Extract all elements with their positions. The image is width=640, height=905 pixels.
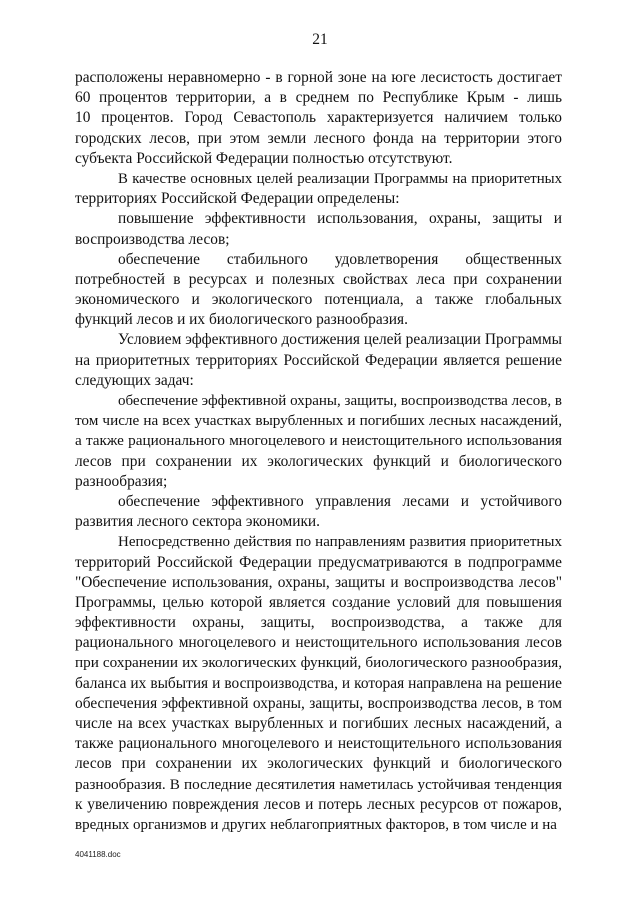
text-line: Непосредственно действия по направлениям развития приоритетных	[118, 534, 562, 551]
text-line: разнообразия. В последние десятилетия наметилась устойчивая тенденция	[75, 775, 562, 793]
text-line: обеспечение эффективной охраны, защиты, воспроизводства лесов, в	[118, 393, 562, 409]
footer-file-name: 4041188.doc	[75, 850, 121, 859]
text-line: баланса их выбытия и воспроизводства, и которая направлена на решение	[75, 674, 562, 692]
text-line: обеспечение стабильного удовлетворения общественных	[118, 250, 562, 268]
text-line: лесов при сохранении их экологических функций и биологического	[75, 755, 562, 773]
text-line: на приоритетных территориях Российской Федерации является решение	[75, 351, 562, 369]
text-line: В качестве основных целей реализации Программы на приоритетных	[118, 170, 562, 187]
text-line: городских лесов, при этом земли лесного фонда на территории этого	[75, 129, 562, 147]
text-line: к увеличению повреждения лесов и потерь лесных ресурсов от пожаров,	[75, 795, 562, 813]
text-line: "Обеспечение использования, охраны, защиты и воспроизводства лесов"	[75, 573, 562, 591]
text-line: расположены неравномерно - в горной зоне на юге лесистость достигает	[75, 69, 562, 86]
paragraph	[75, 330, 562, 391]
text-line: обеспечение эффективного управления лесами и устойчивого	[118, 492, 562, 510]
text-line: территорий Российской Федерации предусматриваются в подпрограмме	[75, 553, 562, 571]
text-line: субъекта Российской Федерации полностью отсутствуют.	[75, 149, 453, 167]
text-line: Условием эффективного достижения целей реализации Программы	[118, 331, 562, 349]
text-line: потребностей в ресурсах и полезных свойствах леса при сохранении	[75, 270, 562, 288]
paragraph	[75, 391, 562, 492]
text-line: обеспечения эффективной охраны, защиты, воспроизводства лесов, в том	[75, 694, 562, 712]
text-line: эффективности охраны, защиты, воспроизводства, а также для	[75, 614, 562, 632]
page-number: 21	[312, 31, 328, 48]
paragraph	[75, 532, 562, 835]
text-line: территориях Российской Федерации определены:	[75, 190, 400, 208]
text-line: рационального многоцелевого и неистощительного использования лесов	[75, 634, 562, 652]
text-line: Программы, целью которой является создание условий для повышения	[75, 593, 562, 611]
text-line: лесов при сохранении их экологических функций и биологического	[75, 452, 562, 470]
text-line: следующих задач:	[75, 371, 194, 389]
text-line: функций лесов и их биологического разнообразия.	[75, 311, 408, 329]
text-line: при сохранении их экологических функций, биологического разнообразия,	[75, 654, 562, 672]
text-line: 60 процентов территории, а в среднем по Республике Крым - лишь	[75, 89, 562, 107]
paragraph	[75, 68, 562, 169]
paragraph	[75, 492, 562, 532]
text-line: 10 процентов. Город Севастополь характеризуется наличием только	[75, 109, 562, 127]
text-line: разнообразия;	[75, 472, 168, 490]
text-line: повышение эффективности использования, охраны, защиты и	[118, 210, 562, 228]
text-line: развития лесного сектора экономики.	[75, 513, 321, 531]
text-line: воспроизводства лесов;	[75, 230, 230, 248]
text-line: а также рационального многоцелевого и неистощительного использования	[75, 432, 562, 450]
text-line: вредных организмов и других неблагоприятных факторов, в том числе и на	[75, 816, 557, 833]
paragraph	[75, 209, 562, 249]
paragraph	[75, 250, 562, 331]
text-line: также рационального многоцелевого и неистощительного использования	[75, 735, 562, 753]
text-line: том числе на всех участках вырубленных и погибших лесных насаждений,	[75, 412, 562, 430]
text-line: экономического и экологического потенциала, а также глобальных	[75, 291, 562, 309]
text-line: числе на всех участках вырубленных и погибших лесных насаждений, а	[75, 715, 562, 732]
paragraph	[75, 169, 562, 209]
document-body	[75, 68, 562, 835]
